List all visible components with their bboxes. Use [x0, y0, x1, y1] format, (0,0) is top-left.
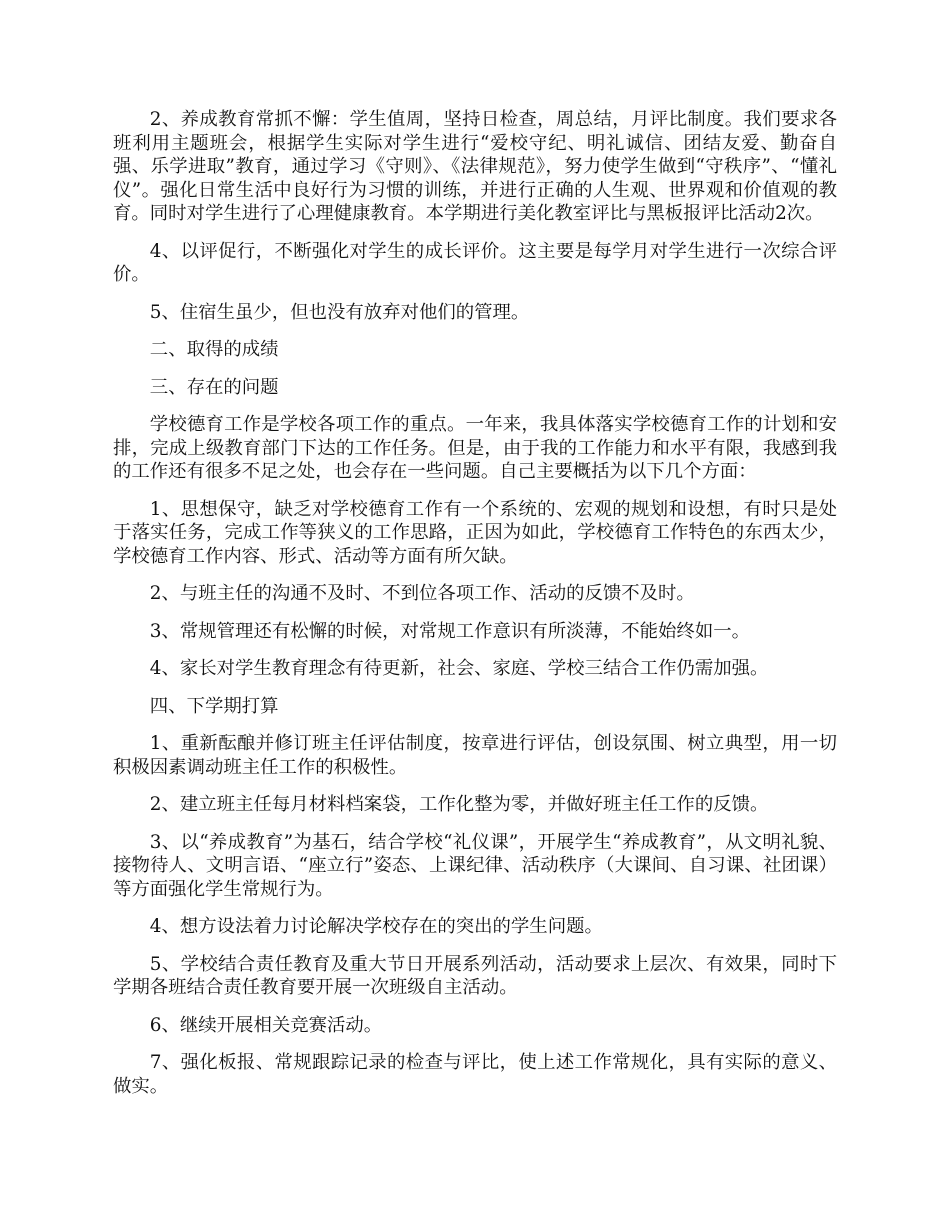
section-heading-achievements: 二、取得的成绩	[149, 339, 279, 360]
paragraph-boarding-students: 5、住宿生虽少，但也没有放弃对他们的管理。	[149, 301, 530, 323]
paragraph-problems-intro: 学校德育工作是学校各项工作的重点。一年来，我具体落实学校德育工作的计划和安排，完成上级教育部门下达的工作任务。但是，由于我的工作能力和水平有限，我感到我的工作还有很多不足之处，也会存在一些问题。自己主要概括为以下几个方面：	[113, 414, 837, 482]
paragraph-problem-4: 4、家长对学生教育理念有待更新，社会、家庭、学校三结合工作仍需加强。	[149, 658, 769, 679]
paragraph-plan-4: 4、想方设法着力讨论解决学校存在的突出的学生问题。	[149, 916, 603, 937]
paragraph-plan-7: 7、强化板报、常规跟踪记录的检查与评比，使上述工作常规化，具有实际的意义、做实。	[113, 1052, 837, 1097]
section-heading-problems: 三、存在的问题	[149, 376, 279, 398]
paragraph-plan-2: 2、建立班主任每月材料档案袋，工作化整为零，并做好班主任工作的反馈。	[149, 794, 769, 815]
paragraph-plan-5: 5、学校结合责任教育及重大节日开展系列活动，活动要求上层次、有效果，同时下学期各班结合责任教育要开展一次班级自主活动。	[113, 953, 837, 998]
paragraph-problem-1: 1、思想保守，缺乏对学校德育工作有一个系统的、宏观的规划和设想，有时只是处于落实任务，完成工作等狭义的工作思路，正因为如此，学校德育工作特色的东西太少，学校德育工作内容、形式、活动等方面有所欠缺。	[113, 498, 837, 567]
paragraph-evaluation: 4、以评促行，不断强化对学生的成长评价。这主要是每学月对学生进行一次综合评价。	[113, 240, 837, 285]
document-page	[113, 108, 837, 1112]
paragraph-habit-education: 2、养成教育常抓不懈：学生值周，坚持日检查，周总结，月评比制度。我们要求各班利用主题班会，根据学生实际对学生进行“爱校守纪、明礼诚信、团结友爱、勤奋自强、乐学进取”教育，通过学习《守则》、《法律规范》，努力使学生做到“守秩序”、“懂礼仪”。强化日常生活中良好行为习惯的训练，并进行正确的人生观、世界观和价值观的教育。同时对学生进行了心理健康教育。本学期进行美化教室评比与黑板报评比活动2次。	[113, 109, 837, 224]
section-heading-next-term: 四、下学期打算	[149, 695, 279, 717]
paragraph-problem-3: 3、常规管理还有松懈的时候，对常规工作意识有所淡薄，不能始终如一。	[149, 620, 750, 642]
paragraph-plan-3: 3、以“养成教育”为基石，结合学校“礼仪课”，开展学生“养成教育”，从文明礼貌、接物待人、文明言语、“座立行”姿态、上课纪律、活动秩序（大课间、自习课、社团课）等方面强化学生常规行为。	[113, 831, 837, 900]
paragraph-plan-1: 1、重新酝酿并修订班主任评估制度，按章进行评估，创设氛围、树立典型，用一切积极因素调动班主任工作的积极性。	[113, 733, 837, 778]
paragraph-problem-2: 2、与班主任的沟通不及时、不到位各项工作、活动的反馈不及时。	[149, 583, 695, 604]
paragraph-plan-6: 6、继续开展相关竞赛活动。	[149, 1014, 383, 1036]
